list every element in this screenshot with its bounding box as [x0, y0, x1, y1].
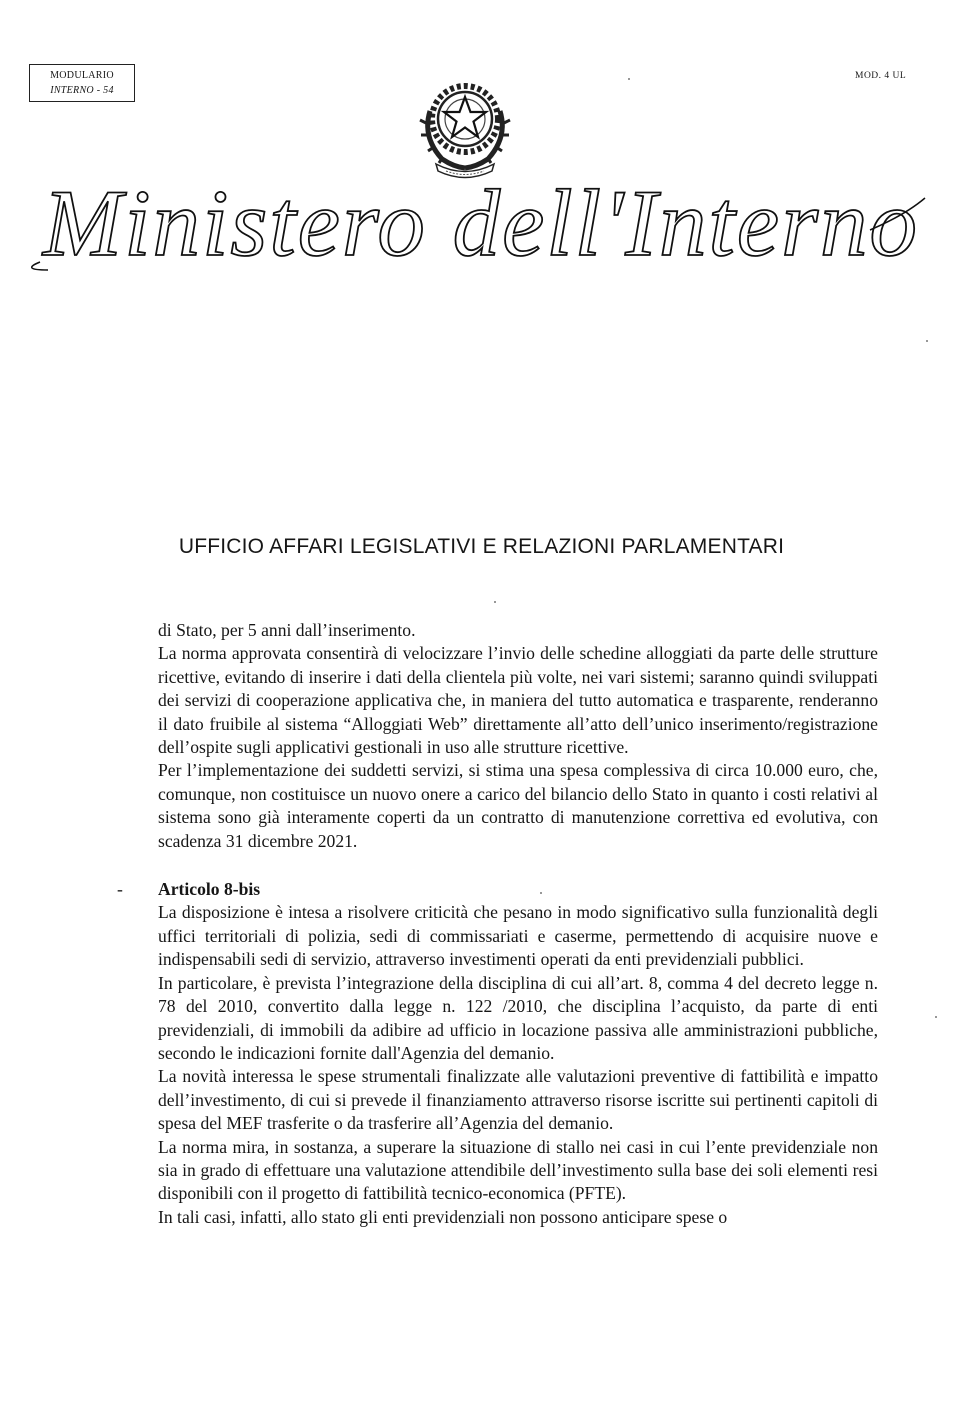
- paragraph: La norma mira, in sostanza, a superare la situazione di stallo nei casi in cui l’ente previdenziale non sia in grado di effettuare una valutazione attendibile dell’investimento sulla base dei soli elementi resi disponibili con il progetto di fattibilità tecnico-economica (PFTE).: [158, 1136, 878, 1204]
- scan-speck: [935, 1016, 937, 1018]
- paragraph: La disposizione è intesa a risolvere criticità che pesano in modo significativo sulla funzionalità degli uffici territoriali di polizia, sedi di commissariati e caserme, permettendo di acquisire nuove e indispensabili sedi di servizio, attraverso investimenti operati da enti previdenziali pubblici.: [158, 902, 878, 970]
- list-dash: -: [117, 879, 123, 900]
- ministry-title: [0, 170, 963, 285]
- paragraph: In tali casi, infatti, allo stato gli enti previdenziali non possono anticipare spese o: [158, 1206, 728, 1227]
- ministry-title-text: Ministero dell'Interno: [42, 170, 920, 276]
- scan-speck: [628, 78, 630, 80]
- article-title: Articolo 8-bis: [158, 879, 261, 900]
- scan-speck: [926, 340, 928, 342]
- office-heading: UFFICIO AFFARI LEGISLATIVI E RELAZIONI PARLAMENTARI: [178, 535, 785, 558]
- modulario-code: INTERNO - 54: [50, 85, 114, 96]
- paragraph: La norma approvata consentirà di velocizzare l’invio delle schedine alloggiati da parte delle strutture ricettive, evitando di inserire i dati della clientela più volte, nei vari sistemi; saranno quindi sviluppati dei servizi di cooperazione applicativa che, in maniera del tutto automatica e trasparente, renderanno il dato fruibile al sistema “Alloggiati Web” direttamente all’atto dell’unico inserimento/registrazione dell’ospite sugli applicativi gestionali in uso alle strutture ricettive.: [158, 643, 878, 758]
- modulario-label: MODULARIO: [50, 70, 114, 81]
- model-reference: MOD. 4 UL: [855, 71, 907, 81]
- document-body: [117, 619, 878, 1229]
- paragraph: La novità interessa le spese strumentali finalizzate alle valutazioni preventive di fattibilità e impatto dell’investimento, di cui si prevede il finanziamento attraverso risorse iscritte sui pertinenti capitoli di spesa del MEF trasferite o da trasferire all’Agenzia del demanio.: [158, 1066, 878, 1134]
- article-heading: [117, 878, 878, 901]
- paragraph: In particolare, è prevista l’integrazione della disciplina di cui all’art. 8, comma 4 del decreto legge n. 78 del 2010, convertito dalla legge n. 122 /2010, che disciplina l’acquisto, da parte di enti previdenziali, di immobili da adibire ad ufficio in locazione passiva alle amministrazioni pubbliche, secondo le indicazioni fornite dall'Agenzia del demanio.: [158, 972, 878, 1063]
- republic-emblem-icon: [412, 67, 518, 179]
- paragraph: di Stato, per 5 anni dall’inserimento.: [158, 620, 416, 640]
- paragraph: Per l’implementazione dei suddetti servizi, si stima una spesa complessiva di circa 10.000 euro, che, comunque, non costituisce un nuovo onere a carico del bilancio dello Stato in quanto i costi relativi al sistema sono già interamente coperti da un contratto di manutenzione correttiva ed evolutiva, con scadenza 31 dicembre 2021.: [158, 760, 878, 851]
- modulario-box: [29, 64, 135, 102]
- scan-speck: [494, 601, 496, 603]
- spacer: [158, 853, 878, 878]
- scan-speck: [540, 892, 542, 894]
